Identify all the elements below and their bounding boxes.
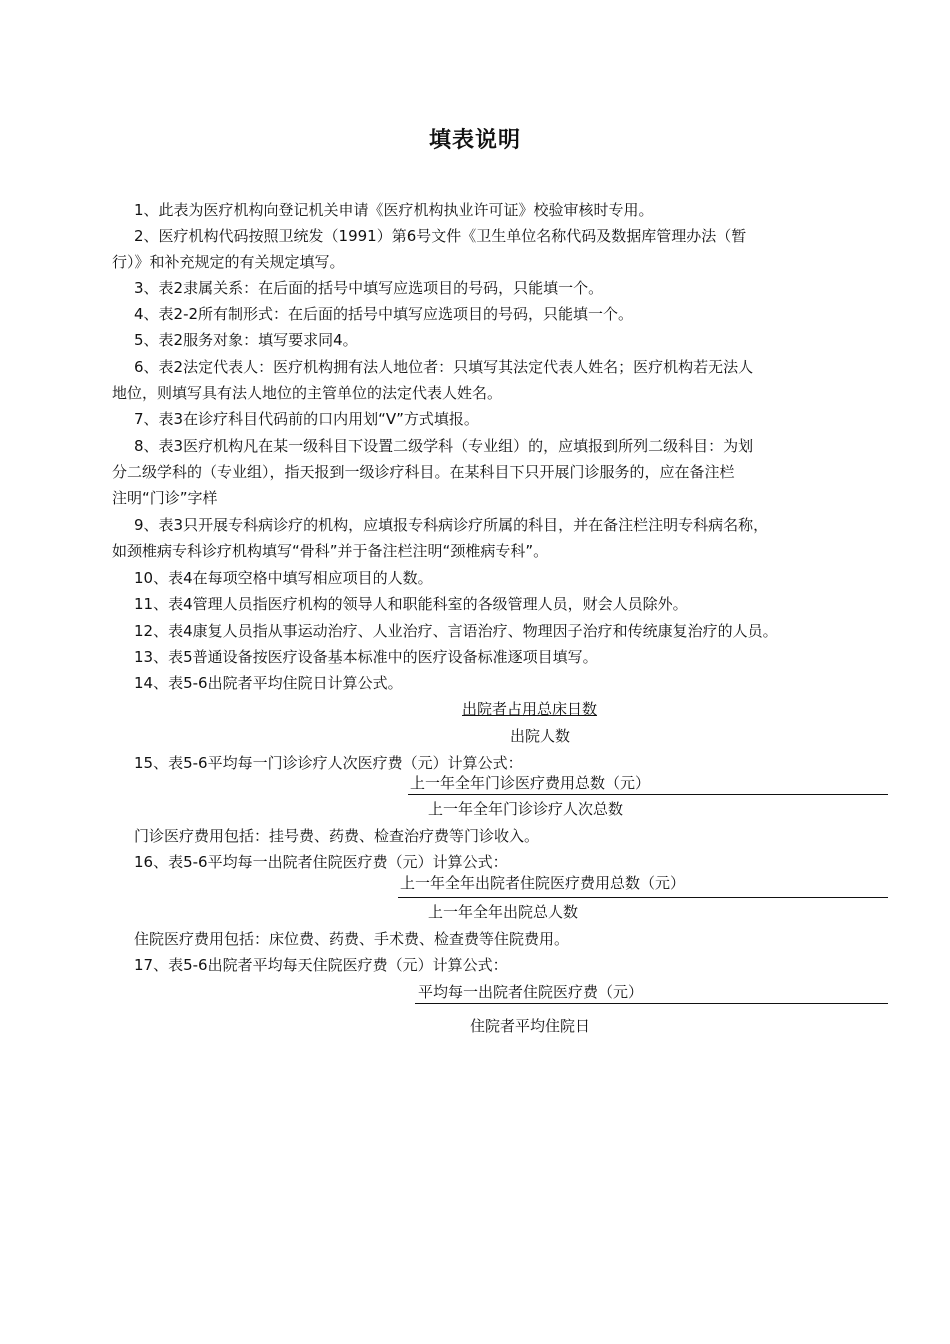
instruction-line: 行）》和补充规定的有关规定填写。 — [112, 253, 345, 271]
note-line: 住院医疗费用包括：床位费、药费、手术费、检查费等住院费用。 — [134, 930, 570, 948]
instruction-line: 地位，则填写具有法人地位的主管单位的法定代表人姓名。 — [112, 384, 503, 402]
instruction-line: 8、表3医疗机构凡在某一级科目下设置二级学科（专业组）的，应填报到所列二级科目：为划 — [134, 437, 754, 455]
instruction-line: 17、表5-6出院者平均每天住院医疗费（元）计算公式： — [134, 956, 508, 974]
formula-15-numerator: 上一年全年门诊医疗费用总数（元） — [410, 774, 651, 792]
formula-16-numerator: 上一年全年出院者住院医疗费用总数（元） — [400, 874, 686, 892]
fraction-line — [408, 794, 888, 795]
instruction-line: 3、表2隶属关系：在后面的括号中填写应选项目的号码，只能填一个。 — [134, 279, 604, 297]
instruction-line: 4、表2-2所有制形式：在后面的括号中填写应选项目的号码，只能填一个。 — [134, 305, 634, 323]
instruction-line: 1、此表为医疗机构向登记机关申请《医疗机构执业许可证》校验审核时专用。 — [134, 201, 654, 219]
instruction-line: 13、表5普通设备按医疗设备基本标准中的医疗设备标准逐项目填写。 — [134, 648, 598, 666]
instruction-line: 15、表5-6平均每一门诊诊疗人次医疗费（元）计算公式： — [134, 754, 523, 772]
instruction-line: 12、表4康复人员指从事运动治疗、人业治疗、言语治疗、物理因子治疗和传统康复治疗的人员。 — [134, 622, 778, 640]
fraction-line — [415, 1003, 888, 1004]
instruction-line: 16、表5-6平均每一出院者住院医疗费（元）计算公式： — [134, 853, 508, 871]
instruction-line: 5、表2服务对象：填写要求同4。 — [134, 331, 358, 349]
instruction-line: 6、表2法定代表人：医疗机构拥有法人地位者：只填写其法定代表人姓名；医疗机构若无法人 — [134, 358, 754, 376]
instruction-line: 10、表4在每项空格中填写相应项目的人数。 — [134, 569, 433, 587]
note-line: 门诊医疗费用包括：挂号费、药费、检查治疗费等门诊收入。 — [134, 827, 540, 845]
formula-14-numerator: 出院者占用总床日数 — [462, 700, 598, 718]
formula-14-denominator: 出院人数 — [510, 727, 571, 745]
instruction-line: 11、表4管理人员指医疗机构的领导人和职能科室的各级管理人员，财会人员除外。 — [134, 595, 688, 613]
page-title: 填表说明 — [428, 128, 521, 153]
instruction-line: 2、医疗机构代码按照卫统发（1991）第6号文件《卫生单位名称代码及数据库管理办法（暂 — [134, 227, 747, 245]
instruction-line: 14、表5-6出院者平均住院日计算公式。 — [134, 674, 403, 692]
formula-15-denominator: 上一年全年门诊诊疗人次总数 — [428, 800, 624, 818]
instruction-line: 注明“门诊”字样 — [112, 489, 218, 507]
formula-17-denominator: 住院者平均住院日 — [470, 1017, 591, 1035]
instruction-line: 7、表3在诊疗科目代码前的口内用划“V”方式填报。 — [134, 410, 479, 428]
fraction-line — [398, 897, 888, 898]
instruction-line: 分二级学科的（专业组），指天报到一级诊疗科目。在某科目下只开展门诊服务的，应在备注栏 — [112, 463, 735, 481]
formula-16-denominator: 上一年全年出院总人数 — [428, 903, 579, 921]
formula-17-numerator: 平均每一出院者住院医疗费（元） — [418, 983, 644, 1001]
instruction-line: 9、表3只开展专科病诊疗的机构，应填报专科病诊疗所属的科目，并在备注栏注明专科病名称， — [134, 516, 769, 534]
instruction-line: 如颈椎病专科诊疗机构填写“骨科”并于备注栏注明“颈椎病专科”。 — [112, 542, 549, 560]
